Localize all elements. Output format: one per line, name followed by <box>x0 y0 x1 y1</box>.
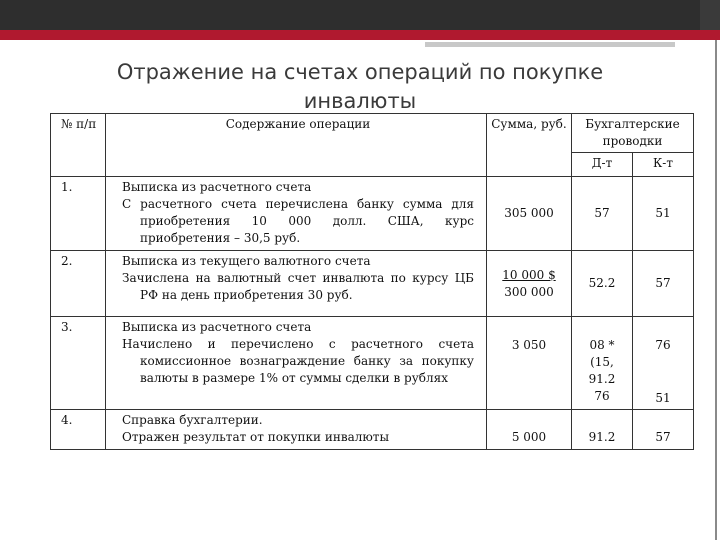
row-text: Начислено и перечислено с расчетного счета комиссионное вознаграждение банку за покупку валюты в размере 1% от суммы сделки в рублях <box>122 337 474 385</box>
row-credit-2: 51 <box>655 391 671 405</box>
accent-bar <box>0 30 700 40</box>
row-title: Выписка из расчетного счета <box>122 180 312 194</box>
row-sum: 5 000 <box>487 410 572 450</box>
row-num: 3. <box>51 317 106 410</box>
top-bar <box>0 0 720 30</box>
row-sum-rub: 300 000 <box>504 284 554 299</box>
header-debit: Д-т <box>572 153 633 177</box>
row-debit-1: 08 * (15, 91.2 <box>588 338 616 386</box>
row-num: 4. <box>51 410 106 450</box>
table-row <box>51 251 694 317</box>
row-content <box>106 251 487 317</box>
row-credit: 57 <box>633 251 694 317</box>
header-sum: Сумма, руб. <box>487 114 572 177</box>
header-num: № п/п <box>51 114 106 177</box>
row-credit: 57 <box>633 410 694 450</box>
row-credit <box>633 317 694 410</box>
row-debit: 91.2 <box>572 410 633 450</box>
row-text: С расчетного счета перечислена банку сумма для приобретения 10 000 долл. США, курс приобретения – 30,5 руб. <box>122 197 474 245</box>
row-num: 1. <box>51 177 106 251</box>
row-debit: 57 <box>572 177 633 251</box>
table-row <box>51 177 694 251</box>
operations-table <box>50 113 694 450</box>
row-sum-currency: 10 000 $ <box>502 267 556 282</box>
row-content <box>106 317 487 410</box>
table-row <box>51 317 694 410</box>
row-content <box>106 410 487 450</box>
row-sum: 3 050 <box>487 317 572 410</box>
top-bar-corner <box>700 0 720 30</box>
row-text: Отражен результат от покупки инвалюты <box>122 430 389 444</box>
row-title: Справка бухгалтерии. <box>122 413 263 427</box>
table-header-row <box>51 114 694 153</box>
row-title: Выписка из текущего валютного счета <box>122 254 371 268</box>
row-sum <box>487 251 572 317</box>
row-debit: 52.2 <box>572 251 633 317</box>
header-content: Содержание операции <box>106 114 487 177</box>
row-debit-2: 76 <box>594 389 610 403</box>
accent-bar-corner <box>700 30 720 40</box>
row-debit <box>572 317 633 410</box>
row-sum: 305 000 <box>487 177 572 251</box>
top-bar-main <box>0 0 700 30</box>
slide-title: Отражение на счетах операций по покупке инвалюты <box>116 60 604 113</box>
row-title: Выписка из расчетного счета <box>122 320 312 334</box>
header-credit: К-т <box>633 153 694 177</box>
row-num: 2. <box>51 251 106 317</box>
decor-line <box>425 42 675 47</box>
row-content <box>106 177 487 251</box>
header-entries: Бухгалтерские проводки <box>572 114 694 153</box>
right-border-line <box>715 40 717 540</box>
row-credit: 51 <box>633 177 694 251</box>
row-credit-1: 76 <box>655 338 671 352</box>
row-text: Зачислена на валютный счет инвалюта по курсу ЦБ РФ на день приобретения 30 руб. <box>122 271 474 302</box>
table-row <box>51 410 694 450</box>
